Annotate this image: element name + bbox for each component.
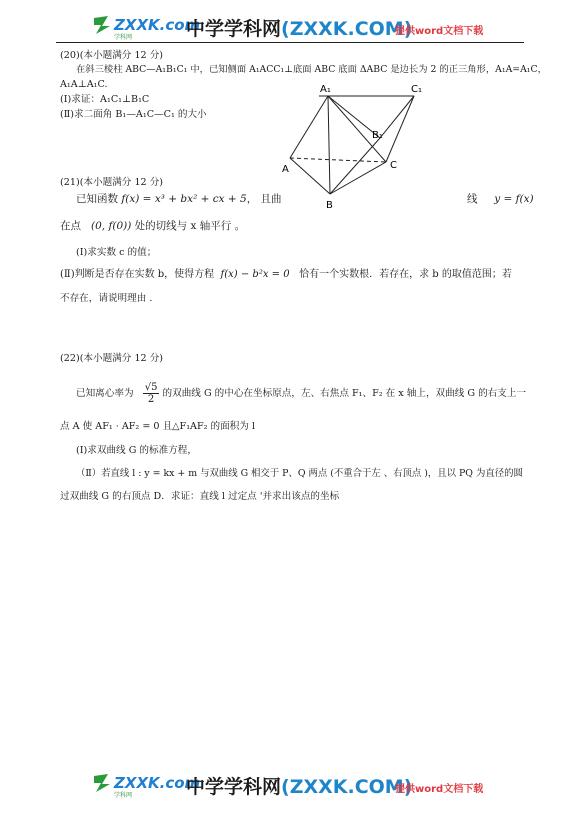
- q21-line2: [60, 220, 245, 233]
- label-a: A: [282, 164, 289, 175]
- q20-part2: (Ⅱ)求二面角 B₁—A₁C—C₁ 的大小: [60, 109, 207, 120]
- q21-heading: (21)(本小题满分 12 分): [60, 177, 164, 188]
- q21-part2-formula: f(x) − b²x = 0: [220, 269, 290, 280]
- q22-part2-line2: 过双曲线 G 的右顶点 D．求证：直线 l 过定点 '并求出该点的坐标: [60, 491, 340, 502]
- eccentricity-fraction: [143, 382, 160, 405]
- edge-a-c-hidden: [290, 158, 386, 162]
- logo-icon: [92, 772, 112, 794]
- q22-line1-pre: 已知离心率为: [76, 388, 134, 399]
- logo-subtext: 学科网: [114, 792, 133, 799]
- site-logo[interactable]: [92, 10, 201, 44]
- edge-a-b: [290, 158, 330, 194]
- prism-figure: [268, 76, 422, 216]
- header-divider: [56, 42, 524, 43]
- q21-formula-f: f(x) = x³ + bx² + cx + 5: [121, 193, 247, 205]
- q21-part1: (I)求实数 c 的值；: [76, 247, 157, 258]
- logo-icon: [92, 14, 112, 36]
- q21-line1-pre: 已知函数: [76, 193, 118, 205]
- edge-a1-b: [328, 96, 330, 194]
- edge-a1-c: [328, 96, 386, 162]
- footer-download-link[interactable]: 提供word文档下载: [395, 784, 484, 795]
- site-name: 中学学科网: [186, 776, 282, 798]
- label-b1: B₁: [372, 130, 383, 141]
- label-b: B: [326, 200, 333, 211]
- label-c: C: [390, 160, 397, 171]
- q21-curve: y = f(x): [494, 193, 534, 205]
- q21-line2-text: 处的切线与 x 轴平行 。: [134, 220, 246, 232]
- q21-part2-line2: 不存在，请说明理由 .: [60, 293, 153, 304]
- q21-line1-right: [467, 193, 534, 206]
- logo-text: ZXXK.com: [114, 774, 201, 792]
- q22-heading: (22)(本小题满分 12 分): [60, 353, 164, 364]
- footer-logo[interactable]: [92, 768, 201, 802]
- site-name: 中学学科网: [186, 18, 282, 40]
- q21-line1-post: 线: [467, 193, 478, 205]
- q21-point: (0, f(0)): [91, 220, 132, 232]
- footer-site-title: [186, 772, 412, 799]
- q22-line1-post: 的双曲线 G 的中心在坐标原点，左、右焦点 F₁、F₂ 在 x 轴上，双曲线 G 的右支上一: [162, 388, 527, 399]
- q20-part1: (I)求证：A₁C₁⊥B₁C: [60, 94, 150, 105]
- site-domain: (ZXXK.COM): [281, 776, 413, 798]
- page-footer: [0, 766, 580, 806]
- q21-line1-mid: ， 且曲: [246, 193, 282, 205]
- site-domain: (ZXXK.COM): [281, 18, 413, 40]
- q20-line2: A₁A⊥A₁C.: [60, 79, 108, 90]
- edge-c1-c: [386, 96, 414, 162]
- logo-text: ZXXK.com: [114, 16, 201, 34]
- q20-line1: 在斜三棱柱 ABC—A₁B₁C₁ 中，已知侧面 A₁ACC₁⊥底面 ABC 底面 ΔABC 是边长为 2 的正三角形，A₁A=A₁C，: [76, 64, 547, 75]
- edge-c1-b1: [380, 96, 414, 138]
- q21-line2-pre: 在点: [60, 220, 81, 232]
- q21-part2: [60, 268, 512, 281]
- q21-part2-pre: (Ⅱ)判断是否存在实数 b，使得方程: [60, 269, 215, 280]
- q22-part1: (I)求双曲线 G 的标准方程，: [76, 445, 197, 456]
- ecc-numerator: √5: [144, 382, 158, 393]
- label-c1: C₁: [411, 84, 422, 95]
- logo-subtext: 学科网: [114, 34, 133, 41]
- q21-line1: [76, 193, 282, 206]
- edge-a-a1: [290, 96, 328, 158]
- q22-line2: 点 A 使 AF₁ · AF₂ = 0 且△F₁AF₂ 的面积为 l: [60, 421, 256, 432]
- site-title: [186, 14, 412, 41]
- q20-heading: (20)(本小题满分 12 分): [60, 50, 164, 61]
- q22-line1: [76, 382, 526, 405]
- ecc-denominator: 2: [147, 394, 155, 405]
- edge-b-c: [330, 162, 386, 194]
- download-link[interactable]: 提供word文档下载: [395, 26, 484, 37]
- q21-part2-post: 恰有一个实数根．若存在，求 b 的取值范围；若: [299, 269, 512, 280]
- q22-part2-line1: （Ⅱ）若直线 l : y = kx + m 与双曲线 G 相交于 P、Q 两点 (不重合于左 、右顶点 )，且以 PQ 为直径的圆: [76, 468, 523, 479]
- label-a1: A₁: [320, 84, 331, 95]
